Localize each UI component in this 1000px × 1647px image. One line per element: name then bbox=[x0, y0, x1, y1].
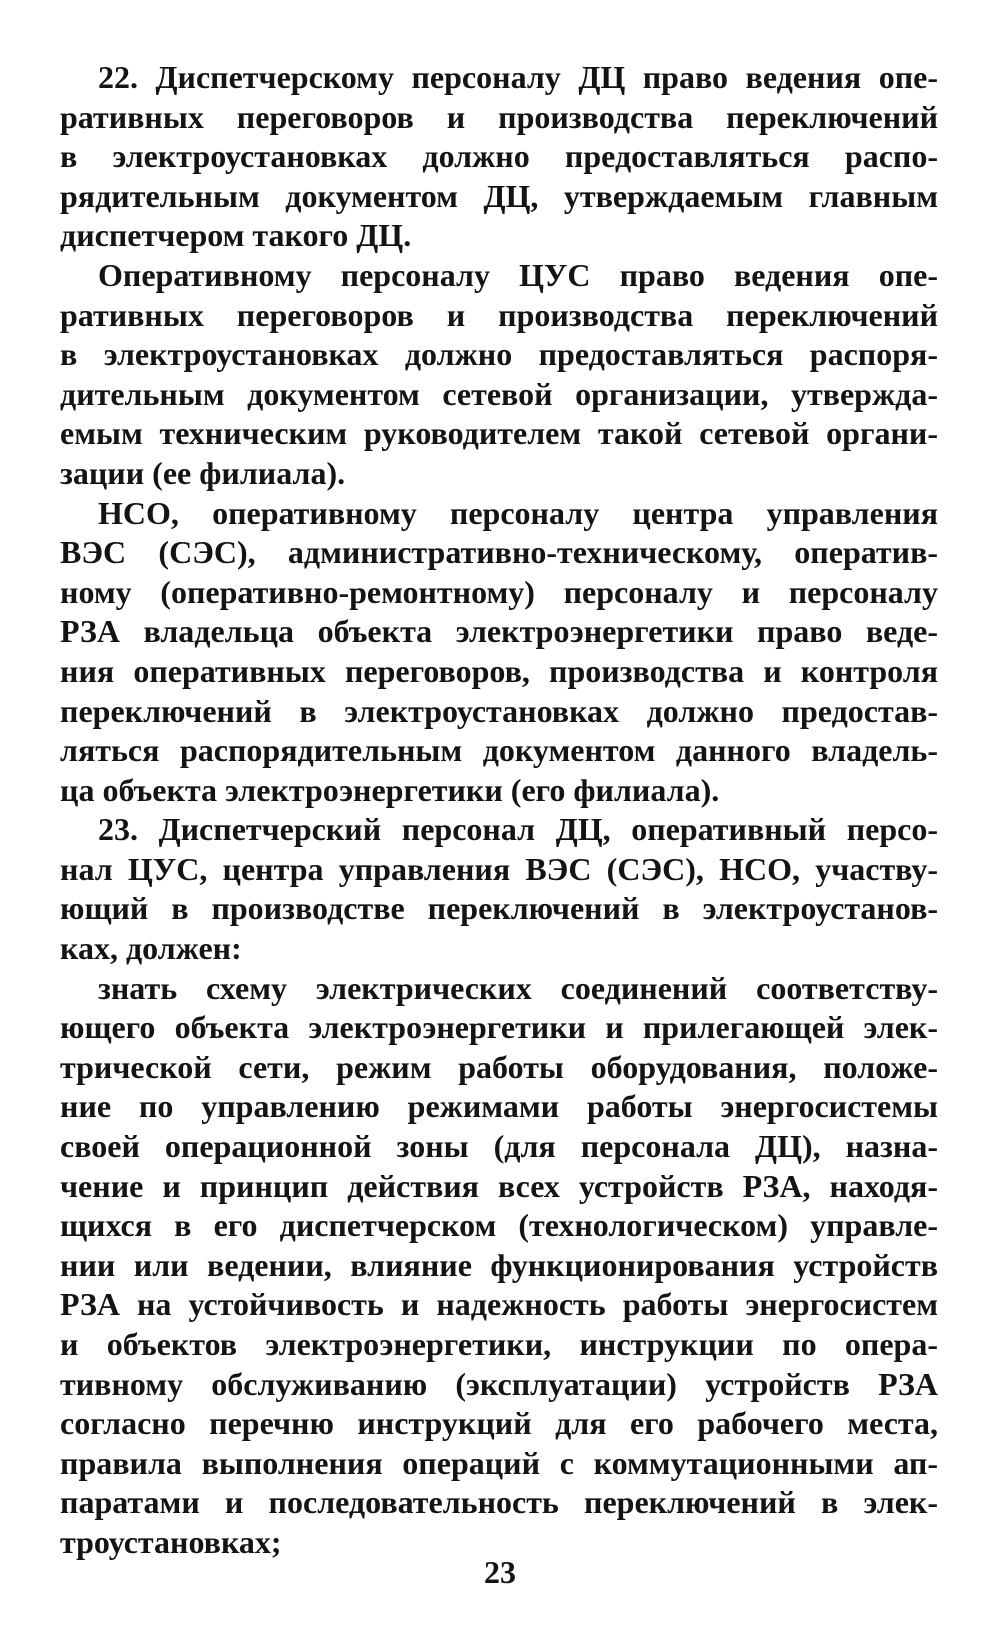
text-line: Оперативному персоналу ЦУС право ведения опе- bbox=[98, 256, 938, 293]
text-line: чение и принцип действия всех устройств РЗА, находя- bbox=[60, 1167, 938, 1204]
text-line: диспетчером такого ДЦ. bbox=[60, 217, 412, 254]
text-line: ративных переговоров и производства переключений bbox=[60, 296, 938, 333]
text-line: РЗА на устойчивость и надежность работы энергосистем bbox=[60, 1286, 938, 1323]
text-line: емым техническим руководителем такой сетевой органи- bbox=[60, 415, 938, 452]
text-line: 23. Диспетчерский персонал ДЦ, оперативный персо- bbox=[98, 811, 938, 848]
text-line: знать схему электрических соединений соответству- bbox=[98, 969, 938, 1006]
text-line: ВЭС (СЭС), административно-техническому, оператив- bbox=[60, 534, 938, 571]
text-line: правила выполнения операций с коммутационными ап- bbox=[60, 1444, 938, 1481]
text-line: 22. Диспетчерскому персоналу ДЦ право ведения опе- bbox=[98, 59, 938, 95]
text-line: ние по управлению режимами работы энергосистемы bbox=[60, 1088, 938, 1125]
text-line: ративных переговоров и производства переключений bbox=[60, 98, 938, 135]
text-line: НСО, оперативному персоналу центра управления bbox=[98, 494, 938, 531]
paragraph-22 bbox=[60, 58, 938, 256]
text-line: тивному обслуживанию (эксплуатации) устройств РЗА bbox=[60, 1365, 938, 1402]
text-line: своей операционной зоны (для персонала ДЦ), назна- bbox=[60, 1128, 938, 1165]
text-line: ющего объекта электроэнергетики и прилегающей элек- bbox=[60, 1009, 938, 1046]
text-line: рядительным документом ДЦ, утверждаемым главным bbox=[60, 177, 938, 214]
text-line: троустановках; bbox=[60, 1523, 282, 1560]
text-line: ляться распорядительным документом данного владель- bbox=[60, 732, 938, 769]
text-line: зации (ее филиала). bbox=[60, 454, 346, 491]
paragraph-know bbox=[60, 969, 938, 1563]
paragraph-cus bbox=[60, 256, 938, 494]
paragraph-23 bbox=[60, 810, 938, 968]
text-line: ках, должен: bbox=[60, 930, 242, 967]
text-line: переключений в электроустановках должно предостав- bbox=[60, 692, 938, 729]
body-text bbox=[60, 58, 938, 1563]
text-line: ца объекта электроэнергетики (его филиала). bbox=[60, 771, 720, 808]
text-line: согласно перечню инструкций для его рабочего места, bbox=[60, 1405, 938, 1442]
text-line: нии или ведении, влияние функционирования устройств bbox=[60, 1246, 938, 1283]
text-line: дительным документом сетевой организации, утвержда- bbox=[60, 375, 938, 412]
page-number: 23 bbox=[484, 1554, 516, 1590]
text-line: в электроустановках должно предоставляться распо- bbox=[60, 138, 938, 175]
paragraph-nso bbox=[60, 494, 938, 811]
text-line: РЗА владельца объекта электроэнергетики право веде- bbox=[60, 613, 938, 650]
text-line: ния оперативных переговоров, производства и контроля bbox=[60, 652, 938, 689]
text-line: ющий в производстве переключений в электроустанов- bbox=[60, 890, 938, 927]
text-line: и объектов электроэнергетики, инструкции по опера- bbox=[60, 1326, 938, 1362]
text-line: паратами и последовательность переключений в элек- bbox=[60, 1484, 938, 1521]
text-line: в электроустановках должно предоставляться распоря- bbox=[60, 336, 938, 373]
text-line: ному (оперативно-ремонтному) персоналу и персоналу bbox=[60, 573, 938, 610]
text-line: щихся в его диспетчерском (технологическом) управле- bbox=[60, 1207, 938, 1244]
text-line: нал ЦУС, центра управления ВЭС (СЭС), НСО, участву- bbox=[60, 850, 938, 887]
text-line: трической сети, режим работы оборудования, положе- bbox=[60, 1048, 938, 1085]
